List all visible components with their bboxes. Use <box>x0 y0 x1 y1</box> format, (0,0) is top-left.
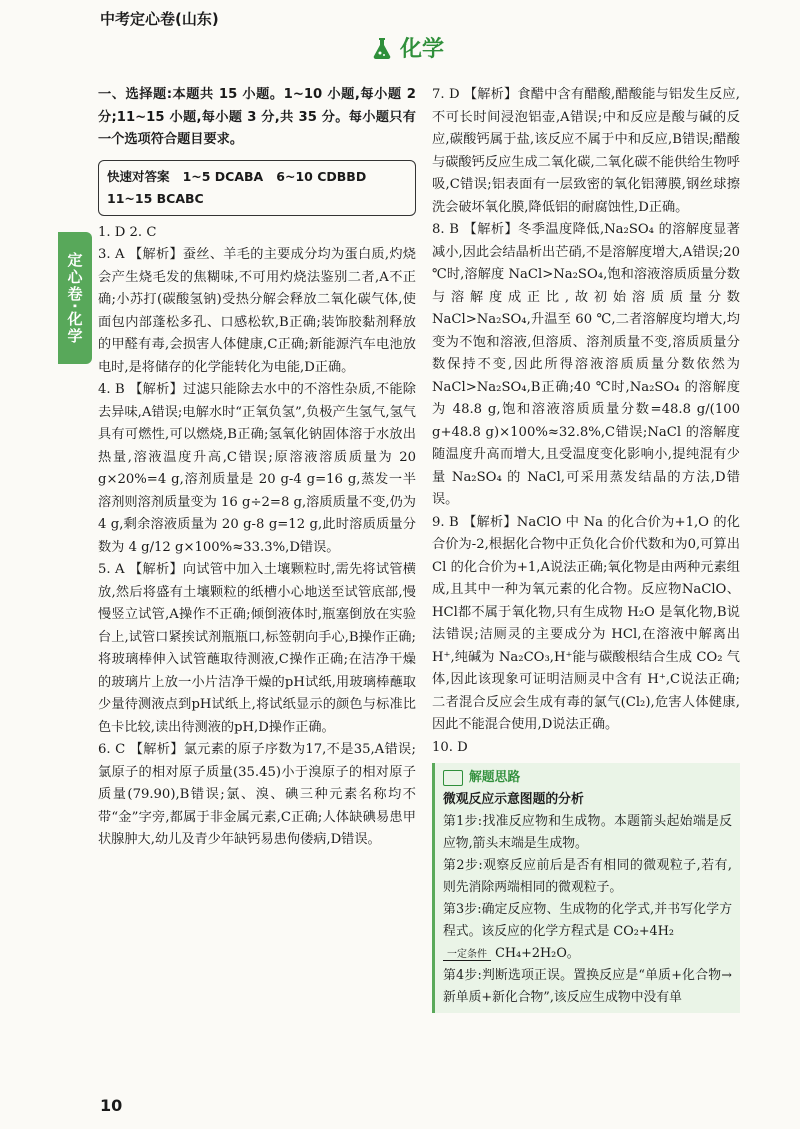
answer-8: 8. B 【解析】冬季温度降低,Na₂SO₄ 的溶解度显著减小,因此会结晶析出芒硝,不是溶解度增大,A错误;20 ℃时,溶解度 NaCl>Na₂SO₄,饱和溶液溶质质量分数与溶解度成正比,故初始溶质质量分数 NaCl>Na₂SO₄,升温至 60 ℃,二者溶解度均增大,均变为不饱和溶液,但溶质、溶剂质量不变,溶质质量分数保持不变,因此所得溶液溶质质量分数依然为 NaCl>Na₂SO₄,B正确;40 ℃时,Na₂SO₄ 的溶解度为 48.8 g,饱和溶液溶质质量分数=48.8 g/(100 g+48.8 g)×100%≈32.8%,C错误;NaCl 的溶解度随温度升高而增大,且受温度变化影响小,提纯混有少量 Na₂SO₄ 的 NaCl,可采用蒸发结晶的方法,D错误。 <box>432 222 740 507</box>
quick-label: 快速对答案 <box>107 168 170 184</box>
box-title: 微观反应示意图题的分析 <box>443 792 584 807</box>
reaction-condition: 一定条件 <box>443 949 491 961</box>
quick-answers-2: 6~10 CDBBD <box>276 168 367 184</box>
step-4: 第4步:判断选项正误。置换反应是“单质+化合物→新单质+新化合物”,该反应生成物中没有单 <box>443 968 732 1005</box>
side-tab: 定心卷·化学 <box>58 232 92 364</box>
box-label: 解题思路 <box>469 770 521 785</box>
solution-approach-box <box>432 763 740 1013</box>
section-intro: 一、选择题:本题共 15 小题。1~10 小题,每小题 2 分;11~15 小题,每小题 3 分,共 35 分。每小题只有一个选项符合题目要求。 <box>98 87 416 147</box>
notebook-icon <box>443 770 463 786</box>
answer-6: 6. C 【解析】氯元素的原子序数为17,不是35,A错误;氯原子的相对原子质量(35.45)小于溴原子的相对原子质量(79.90),B错误;氯、溴、碘三种元素名称均不带“金”字旁,都属于非金属元素,C正确;人体缺碘易患甲状腺肿大,幼儿及青少年缺钙易患佝偻病,D错误。 <box>98 742 416 847</box>
answer-4: 4. B 【解析】过滤只能除去水中的不溶性杂质,不能除去异味,A错误;电解水时“正氧负氢”,负极产生氢气,氢气具有可燃性,可以燃烧,B正确;氢氧化钠固体溶于水放出热量,溶液温度升高,C错误;原溶液溶质质量为 20 g×20%=4 g,溶剂质量是 20 g-4 g=16 g,蒸发一半溶剂则溶剂质量变为 16 g÷2=8 g,溶质质量不变,仍为 4 g,剩余溶液质量为 20 g-8 g=12 g,此时溶质质量分数为 4 g/12 g×100%≈33.3%,D错误。 <box>98 382 416 555</box>
subject-title-text: 化学 <box>400 37 445 62</box>
answer-10: 10. D <box>432 739 468 755</box>
answer-7: 7. D 【解析】食醋中含有醋酸,醋酸能与铝发生反应,不可长时间浸泡铝壶,A错误;中和反应是酸与碱的反应,碳酸钙属于盐,该反应不属于中和反应,B错误;醋酸与碳酸钙反应生成二氧化碳,二氧化碳不能供给生物呼吸,C错误;铝表面有一层致密的氧化铝薄膜,钢丝球擦洗会破坏氧化膜,降低铝的耐腐蚀性,D正确。 <box>432 87 740 215</box>
answer-1-2: 1. D 2. C <box>98 224 157 240</box>
answer-3: 3. A 【解析】蚕丝、羊毛的主要成分均为蛋白质,灼烧会产生烧毛发的焦糊味,不可用灼烧法鉴别二者,A不正确;小苏打(碳酸氢钠)受热分解会释放二氧化碳气体,使面包内部蓬松多孔、口感松软,B正确;装饰胶黏剂释放的甲醛有毒,会损害人体健康,C正确;新能源汽车电池放电时,是将储存的化学能转化为电能,D正确。 <box>98 247 416 375</box>
step-2: 第2步:观察反应前后是否有相同的微观粒子,若有,则先消除两端相同的微观粒子。 <box>443 858 732 895</box>
quick-answers-3: 11~15 BCABC <box>107 190 204 206</box>
answer-9: 9. B 【解析】NaClO 中 Na 的化合价为+1,O 的化合价为-2,根据化合物中正负化合价代数和为0,可算出 Cl 的化合价为+1,A说法正确;氧化物是由两种元素组成,且其中一种为氧元素的化合物。反应物NaClO、HCl都不属于氧化物,只有生成物 H₂O 是氧化物,B说法错误;洁厕灵的主要成分为 HCl,在溶液中解离出 H⁺,纯碱为 Na₂CO₃,H⁺能与碳酸根结合生成 CO₂ 气体,因此该现象可证明洁厕灵中含有 H⁺,C说法正确;二者混合反应会生成有毒的氯气(Cl₂),危害人体健康,因此不能混合使用,D说法正确。 <box>432 514 740 732</box>
right-column <box>432 84 740 1013</box>
book-header: 中考定心卷(山东) <box>100 10 219 28</box>
quick-answers-1: 1~5 DCABA <box>182 168 264 184</box>
left-column <box>98 84 416 852</box>
equation-line <box>443 943 732 965</box>
quick-answer-box <box>98 160 416 216</box>
answer-5: 5. A 【解析】向试管中加入土壤颗粒时,需先将试管横放,然后将盛有土壤颗粒的纸槽小心地送至试管底部,慢慢竖立试管,A操作不正确;倾倒液体时,瓶塞倒放在实验台上,试管口紧挨试剂瓶瓶口,标签朝向手心,B操作正确;将玻璃棒伸入试管蘸取待测液,C操作正确;在洁净干燥的玻璃片上放一小片洁净干燥的pH试纸,用玻璃棒蘸取少量待测液点到pH试纸上,将试纸显示的颜色与标准比色卡比较,读出待测液的pH,D操作正确。 <box>98 562 416 735</box>
box-header <box>443 767 732 789</box>
page-number: 10 <box>100 1096 123 1115</box>
equation-products: CH₄+2H₂O。 <box>495 946 580 961</box>
step-1: 第1步:找准反应物和生成物。本题箭头起始端是反应物,箭头末端是生成物。 <box>443 814 732 851</box>
step-3: 第3步:确定反应物、生成物的化学式,并书写化学方程式。该反应的化学方程式是 CO₂+4H₂ <box>443 902 732 939</box>
subject-title <box>370 32 444 63</box>
flask-icon <box>370 36 394 60</box>
